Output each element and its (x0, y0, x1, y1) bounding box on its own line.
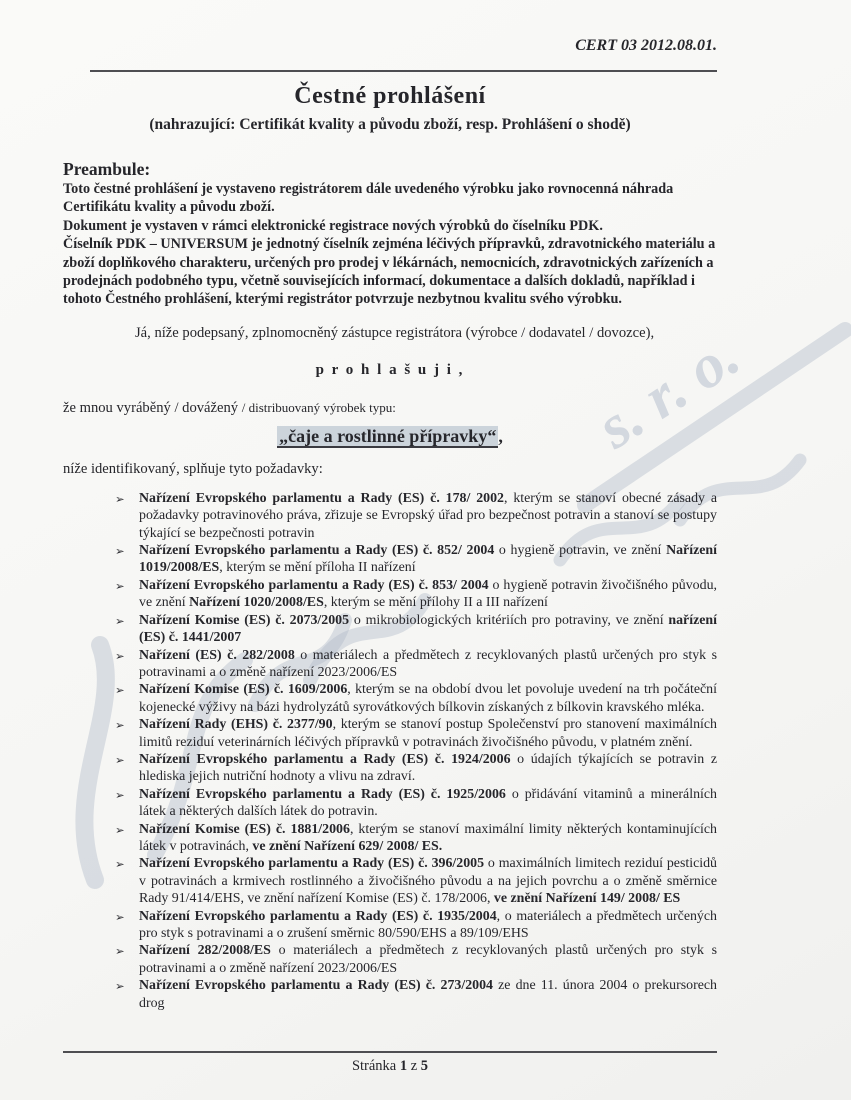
page-title: Čestné prohlášení (294, 83, 486, 109)
product-line-secondary: / distribuovaný výrobek typu: (241, 399, 396, 415)
regulation-item (115, 716, 717, 751)
preamble-paragraph: Číselník PDK – UNIVERSUM je jednotný číselník zejména léčivých přípravků, zdravotnického materiálu a zboží doplňkového charakteru, určených pro prodej v lékárnách, nemocnicích, zdravotnických zařízeních a prodejnách podobného typu, včetně souvisejících informací, dokumentace a dalších dokladů, například i tohoto Čestného prohlášení, kterými registrátor potvrzuje nezbytnou kvalitu svého výrobku. (63, 236, 716, 308)
page-number-label (63, 1057, 717, 1076)
preamble-heading: Preambule: (63, 159, 151, 179)
regulation-item (115, 612, 717, 647)
regulations-list (115, 490, 717, 1012)
arrow-bullet-icon: ➢ (115, 822, 125, 837)
arrow-bullet-icon: ➢ (115, 544, 125, 559)
product-line-main: že mnou vyráběný / dovážený (63, 399, 242, 416)
regulation-text: Nařízení Evropského parlamentu a Rady (ES) č. 1924/2006 o údajích týkajících se potravin z hlediska jejich nutriční hodnoty a vlivu na zdraví. (139, 751, 717, 785)
footer-page-number: 1 (399, 1058, 408, 1074)
arrow-bullet-icon: ➢ (115, 613, 125, 628)
arrow-bullet-icon: ➢ (115, 752, 125, 767)
regulation-item (115, 855, 717, 907)
arrow-bullet-icon: ➢ (115, 491, 125, 506)
regulation-text: Nařízení (ES) č. 282/2008 o materiálech a předmětech z recyklovaných plastů určených pro styk s potravinami a o změně nařízení 2023/2006/ES (139, 647, 717, 680)
product-type-suffix: , (498, 425, 503, 446)
preamble-paragraph: Dokument je vystaven v rámci elektronické registrace nových výrobků do číselníku PDK. (63, 217, 603, 234)
regulation-item (115, 821, 717, 856)
document-content (63, 36, 717, 1012)
regulation-item (115, 786, 717, 821)
arrow-bullet-icon: ➢ (115, 944, 125, 959)
arrow-bullet-icon: ➢ (115, 578, 125, 593)
footer-page-total: 5 (420, 1058, 429, 1074)
regulation-text: Nařízení Evropského parlamentu a Rady (ES) č. 178/ 2002, kterým se stanoví obecné zásady a požadavky potravinového práva, zřizuje se Evropský úřad pro bezpečnost potravin a stanoví se postupy týkající se bezpečnosti potravin (139, 490, 717, 541)
regulation-item (115, 542, 717, 577)
arrow-bullet-icon: ➢ (115, 648, 125, 663)
regulation-text: Nařízení Evropského parlamentu a Rady (ES) č. 852/ 2004 o hygieně potravin, ve znění Nařízení 1019/2008/ES, kterým se mění příloha II nařízení (139, 543, 717, 576)
regulation-text: Nařízení 282/2008/ES o materiálech a předmětech z recyklovaných plastů určených pro styk s potravinami a o změně nařízení 2023/2006/ES (139, 943, 718, 976)
arrow-bullet-icon: ➢ (115, 718, 125, 733)
regulation-item (115, 681, 717, 716)
watermark-company-suffix: s. r. o. (585, 321, 752, 462)
regulation-item (115, 647, 717, 682)
regulation-text: Nařízení Evropského parlamentu a Rady (ES) č. 273/2004 ze dne 11. února 2004 o prekursorech drog (139, 978, 718, 1011)
requirements-intro: níže identifikovaný, splňuje tyto požadavky: (63, 460, 323, 477)
regulation-text: Nařízení Evropského parlamentu a Rady (ES) č. 396/2005 o maximálních limitech reziduí pesticidů v potravinách a krmivech rostlinného a živočišného původu a na jejich povrchu a o změně směrnice Rady 91/414/EHS, ve znění nařízení Komise (ES) č. 178/2006, ve znění Nařízení 149/ 2008/ ES (139, 856, 718, 907)
footer-prefix: Stránka (351, 1058, 397, 1074)
arrow-bullet-icon: ➢ (115, 787, 125, 802)
product-type-row (63, 424, 717, 448)
declaration-verb: p r o h l a š u j i , (315, 361, 465, 378)
header-divider (90, 70, 717, 72)
preamble-body (63, 180, 717, 309)
product-type-highlight: „čaje a rostlinné přípravky“ (279, 425, 497, 446)
arrow-bullet-icon: ➢ (115, 909, 125, 924)
regulation-text: Nařízení Evropského parlamentu a Rady (ES) č. 1925/2006 o přidávání vitaminů a minerálních látek a některých dalších látek do potravin. (139, 786, 717, 820)
arrow-bullet-icon: ➢ (115, 683, 125, 698)
regulation-item (115, 490, 717, 542)
preamble-paragraph: Toto čestné prohlášení je vystaveno registrátorem dále uvedeného výrobku jako rovnocenná náhrada Certifikátu kvality a původu zboží. (63, 181, 674, 216)
regulation-text: Nařízení Rady (EHS) č. 2377/90, kterým se stanoví postup Společenství pro stanovení maximálních limitů reziduí veterinárních léčivých přípravků v potravinách živočišného původu, v platném znění. (139, 717, 717, 750)
regulation-item (115, 751, 717, 786)
regulation-text: Nařízení Komise (ES) č. 1881/2006, kterým se stanoví maximální limity některých kontaminujících látek v potravinách, ve znění Nařízení 629/ 2008/ ES. (139, 821, 717, 854)
footer-divider (63, 1051, 717, 1053)
regulation-item (115, 908, 717, 943)
regulation-text: Nařízení Komise (ES) č. 2073/2005 o mikrobiologických kritériích pro potraviny, ve znění nařízení (ES) č. 1441/2007 (139, 612, 717, 646)
arrow-bullet-icon: ➢ (115, 979, 125, 994)
declaration-intro: Já, níže podepsaný, zplnomocněný zástupce registrátora (výrobce / dodavatel / dovozce), (135, 324, 655, 341)
page-footer (63, 1051, 717, 1076)
footer-separator: z (410, 1058, 418, 1074)
page-subtitle: (nahrazující: Certifikát kvality a původu zboží, resp. Prohlášení o shodě) (149, 116, 631, 133)
regulation-text: Nařízení Evropského parlamentu a Rady (ES) č. 1935/2004, o materiálech a předmětech určených pro styk s potravinami a o zrušení směrnic 80/590/EHS a 89/109/EHS (139, 908, 717, 941)
regulation-item (115, 577, 717, 612)
cert-reference: CERT 03 2012.08.01. (575, 37, 717, 54)
regulation-item (115, 942, 717, 977)
regulation-item (115, 977, 717, 1012)
arrow-bullet-icon: ➢ (115, 857, 125, 872)
regulation-text: Nařízení Komise (ES) č. 1609/2006, kterým se na období dvou let povoluje uvedení na trh počáteční kojenecké výživy na bázi hydrolyzátů syrovátkových bílkovin získaných z bílkovin kravského mléka. (139, 682, 717, 715)
product-line (63, 398, 717, 418)
regulation-text: Nařízení Evropského parlamentu a Rady (ES) č. 853/ 2004 o hygieně potravin živočišného původu, ve znění Nařízení 1020/2008/ES, kterým se mění přílohy II a III nařízení (139, 577, 717, 611)
